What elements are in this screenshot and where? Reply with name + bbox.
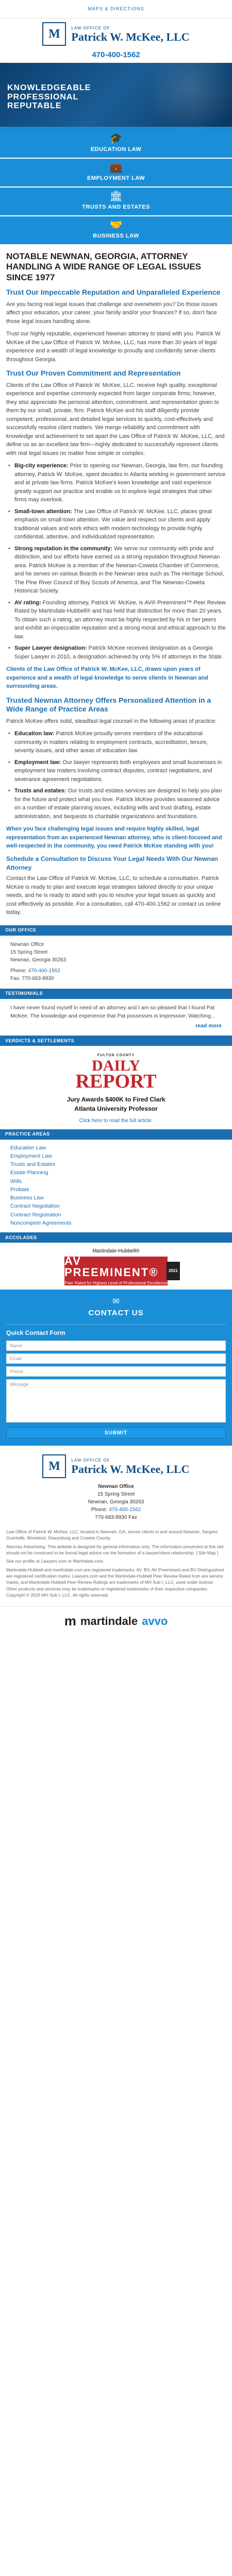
list-item-text: We serve our community with pride and distinction, and our efforts have earned us a strong reputation throughout Newnan area. Patrick McKee is a member of the Newnan-Coweta Chamber of Commerce, and he serves on various Boards in the Newnan area such as The Heritage School, The Pine River Council of Boy Scouts of America, and The Newnan-Coweta Historical Society. — [14, 545, 224, 595]
practice-link[interactable]: Employment Law — [10, 1153, 52, 1159]
office-name: Newnan Office — [10, 941, 44, 947]
office-band: OUR OFFICE — [0, 925, 232, 936]
contact-header — [6, 1290, 226, 1325]
highlight-paragraph: Clients of the Law Office of Patrick W. McKee, LLC, draws upon years of experience and a wealth of legal knowledge to serve clients in Newnan and surrounding areas. — [6, 666, 208, 690]
logo-seal: M — [42, 22, 66, 46]
badge-subtitle: Peer Rated for Highest Level of Professional Excellence — [64, 1280, 168, 1285]
practice-list — [6, 730, 226, 821]
martindale-accolade[interactable] — [0, 1243, 232, 1290]
graduation-cap-icon: 🎓 — [109, 133, 123, 145]
paragraph: Patrick McKee offers solid, steadfast legal counsel in the following areas of practice: — [6, 718, 217, 724]
footer-street: 15 Spring Street — [97, 1492, 135, 1498]
martindale-title: Martindale-Hubbell® — [92, 1248, 140, 1255]
footer-office-name: Newnan Office — [98, 1484, 134, 1490]
practice-link[interactable]: Trusts and Estates — [10, 1161, 56, 1168]
daily-report-headline: Atlanta University Professor — [74, 1105, 158, 1112]
practice-tile-trusts[interactable] — [0, 188, 232, 216]
footer-phone-row — [0, 1506, 232, 1514]
submit-button[interactable]: SUBMIT — [6, 1427, 226, 1438]
email-field[interactable]: Email — [6, 1353, 226, 1364]
footer-logo-text — [71, 1458, 189, 1476]
section-heading: Trust Our Impeccable Reputation and Unparalleled Experience — [6, 288, 221, 297]
logo-text — [71, 25, 189, 43]
logo-firm-name: Patrick W. McKee, LLC — [71, 30, 190, 44]
av-preeminent-badge — [64, 1254, 178, 1285]
practice-areas-band: PRACTICE AREAS — [0, 1129, 232, 1140]
footer-address — [0, 1483, 232, 1529]
paragraph: Trust our highly reputable, experienced Newnan attorney to stand with you. Patrick W. McKee of the Law Office of Patrick W. McKee, LLC, has more than 30 years of legal experience and a wealth of legal knowledge to proudly and confidently serve clients throughout Georgia. — [6, 331, 222, 363]
disclaimer-text: See our profile at Lawyers.com or Martindale.com. — [6, 1558, 104, 1564]
top-bar — [0, 0, 232, 19]
practice-link[interactable]: Contract Negotiation — [10, 1203, 60, 1210]
daily-report-headline: Jury Awards $400K to Fired Clark — [67, 1096, 165, 1104]
footer-fax: 770-683-8930 Fax — [95, 1515, 137, 1521]
footer-city: Newnan, Georgia 30263 — [88, 1499, 144, 1505]
full-article-link[interactable]: Click here to read the full article. — [79, 1118, 153, 1124]
list-item-text: Patrick McKee proudly serves members of the educational community in matters relating to employment contracts, accreditation, tenure, severity issues, and other areas of education law. — [14, 731, 208, 754]
maps-directions-link[interactable]: MAPS & DIRECTIONS — [88, 6, 144, 11]
envelope-icon: ✉ — [112, 1297, 120, 1306]
office-city: Newnan, Georgia 30263 — [10, 957, 67, 963]
list-item-bold: Strong reputation in the community: — [14, 545, 113, 552]
list-item-bold: Small-town attention: — [14, 508, 72, 515]
footer-logo-small: LAW OFFICE OF — [71, 1458, 110, 1463]
paragraph: Are you facing real legal issues that challenge and overwhelm you? Do those issues affect your education, your career, your family and/or your finances? If so, don't face those legal issues handling alone. — [6, 301, 218, 325]
office-street: 15 Spring Street — [10, 949, 48, 955]
phone-field[interactable]: Phone — [6, 1366, 226, 1377]
hero-stripe — [0, 127, 232, 130]
list-item-text: Prior to opening our Newnan, Georgia, law firm, our founding attorney, Patrick W. McKee, spent decades in Atlanta working in government service and at private law firms. Patrick McKee's keen knowledge and vast experience greatly support our practice and enable us to explore legal strategies that other firms may overlook. — [14, 463, 226, 503]
list-item-text: Our trusts and estates services are designed to help you plan for the future and protect what you love. Patrick McKee provides seasoned advice on a number of estate planning issues, including wills and trust drafting, estate administration, and bequests to charitable organizations and foundations. — [14, 788, 222, 820]
message-field[interactable]: Message — [6, 1379, 226, 1422]
practice-link[interactable]: Contract Registration — [10, 1211, 61, 1218]
tile-label: TRUSTS AND ESTATES — [82, 204, 150, 211]
list-item-bold: Education law: — [14, 731, 55, 737]
briefcase-icon: 💼 — [109, 162, 123, 174]
list-item-bold: Trusts and estates: — [14, 788, 67, 794]
tile-label: EDUCATION LAW — [90, 146, 142, 153]
contact-title: CONTACT US — [88, 1308, 144, 1317]
practice-areas-list — [0, 1140, 232, 1233]
list-item-text: Our lawyer represents both employees and small businesses in employment law matters involving contract disputes, contract negotiations, and severance agreement negotiations. — [14, 759, 222, 783]
highlight-paragraph: When you face challenging legal issues and require highly skilled, legal representation from an experienced Newnan attorney, who is client-focused and well-respected in the community, you need Patrick McKee standing with you! — [6, 826, 222, 850]
office-info — [0, 936, 232, 989]
practice-tile-employment[interactable] — [0, 159, 232, 188]
list-item-text: Patrick McKee received designation as a Georgia Super Lawyer in 2010, a designation achieved by only 5% of attorneys in the State. — [14, 645, 223, 660]
martindale-name: martindale — [80, 1614, 138, 1628]
practice-tile-business[interactable] — [0, 216, 232, 245]
testimonial-quote: I have never found myself in need of an attorney and I am so pleased that I found Pat McKee. The knowledge and experience that Pat possesses is impressive. Watching... — [10, 1004, 216, 1019]
badge-year: 2021 — [167, 1262, 180, 1280]
daily-report-report: REPORT — [75, 1071, 157, 1093]
badge-title: AV PREEMINENT® — [64, 1254, 159, 1279]
hero-title: KNOWLEDGEABLE PROFESSIONAL REPUTABLE — [7, 83, 91, 111]
list-item-bold: Big-city experience: — [14, 463, 69, 469]
testimonial — [0, 999, 232, 1036]
daily-report-logo[interactable] — [5, 1053, 227, 1091]
hero-banner — [0, 63, 232, 130]
logo-small-text: LAW OFFICE OF — [71, 25, 110, 30]
daily-report-county: FULTON COUNTY — [97, 1054, 135, 1058]
footer-phone-label: Phone: — [91, 1507, 108, 1513]
martindale-avvo-footer[interactable] — [0, 1606, 232, 1635]
list-item-bold: Employment law: — [14, 759, 61, 766]
cta-heading: Schedule a Consultation to Discuss Your Legal Needs With Our Newnan Attorney — [6, 855, 218, 872]
list-item — [6, 644, 226, 661]
practice-tile-education[interactable] — [0, 130, 232, 159]
avvo-name: avvo — [142, 1614, 168, 1628]
office-phone-label: Phone: — [10, 968, 27, 974]
list-item — [6, 730, 226, 755]
footer-logo-seal: M — [42, 1454, 66, 1478]
daily-report-daily: DAILY — [92, 1057, 140, 1075]
footer-phone-link[interactable]: 470-400-1562 — [109, 1507, 141, 1513]
list-item-text: Founding attorney, Patrick W. McKee, is AV® Preeminent™ Peer Review Rated by Martindale-Hubbell® and has held that distinction for more than 20 years. To obtain such a rating, an attorney must be highly respected by his or her peers and exhibit an impeccable reputation and a strong moral and ethical approach to the law. — [14, 599, 226, 640]
practice-link[interactable]: Education Law — [10, 1144, 46, 1151]
accolades-band: ACCOLADES — [0, 1232, 232, 1243]
list-item-bold: AV rating: — [14, 599, 41, 606]
tile-label: BUSINESS LAW — [93, 233, 139, 240]
logo[interactable] — [0, 19, 232, 49]
practice-link[interactable]: Noncompete Agreements — [10, 1220, 72, 1227]
office-phone-row — [10, 967, 222, 975]
disclaimer-text: Martindale-Hubbell and martindale.com are registered trademarks; AV, BV, AV Preeminent and BV Distinguished are registered certification marks; Lawyers.com and the Martindale-Hubbell Peer Review Rated Icon are service marks; and Martindale-Hubbell Peer Review Ratings are trademarks of MH Sub I, LLC, used under license. Other products and services may be trademarks or registered trademarks of their respective companies. Copyright © 2023 MH Sub I, LLC. All rights reserved. — [6, 1567, 224, 1598]
list-item — [6, 787, 226, 821]
read-more-link[interactable]: read more — [195, 1023, 222, 1029]
page-title: NOTABLE NEWNAN, GEORGIA, ATTORNEY HANDLING A WIDE RANGE OF LEGAL ISSUES SINCE 1977 — [6, 251, 202, 282]
paragraph: Contact the Law Office of Patrick W. McKee, LLC, to schedule a consultation. Patrick McKee is ready to plan and execute legal strategies tailored directly to your unique needs, and he is ready to stand with you to resolve your legal issues as quickly and cost effectively as possible. For a consultation, call 470-400-1562 or contact us online today. — [6, 875, 221, 916]
list-item — [6, 758, 226, 784]
list-item-text: The Law Office of Patrick W. McKee, LLC, places great emphasis on small-town attention. We value and respect our clients and apply traditional values and work ethics with modern technology to provide highly confidential, attentive, and individualized representation. — [14, 508, 212, 540]
building-columns-icon: 🏛 — [109, 191, 123, 202]
practice-link[interactable]: Wills — [10, 1178, 22, 1184]
footer-logo[interactable] — [0, 1450, 232, 1483]
tile-label: EMPLOYMENT LAW — [87, 175, 145, 182]
list-item-bold: Super Lawyer designation: — [14, 645, 87, 652]
main-content — [0, 245, 232, 925]
disclaimer-text: Law Office of Patrick W. McKee, LLC, located in Newnan, GA, serves clients in and around Newnan, Sargent, Grantville, Moreland, Sharpsburg and Coweta County. — [6, 1529, 219, 1541]
feature-list — [6, 462, 226, 661]
contact-section — [0, 1290, 232, 1446]
verdicts-band: VERDICTS & SETTLEMENTS — [0, 1036, 232, 1046]
daily-report-block — [0, 1046, 232, 1129]
testimonials-band: TESTIMONIALS — [0, 989, 232, 999]
office-fax: Fax: 770-683-8930 — [10, 975, 54, 981]
phone-link[interactable]: 470-400-1562 — [92, 50, 140, 59]
section-heading: Trust Our Proven Commitment and Representation — [6, 369, 181, 378]
list-item — [6, 599, 226, 641]
list-item — [6, 462, 226, 504]
disclaimer-text: Attorney Advertising. This website is designed for general information only. The information presented at this site should not be construed to be formal legal advice nor the formation of a lawyer/client relationship. [ Site Map ] — [6, 1544, 224, 1556]
list-item — [6, 507, 226, 541]
form-title: Quick Contact Form — [6, 1329, 65, 1336]
practice-link[interactable]: Business Law — [10, 1195, 44, 1201]
martindale-logo-icon: m — [64, 1613, 76, 1629]
handshake-icon: 🤝 — [109, 219, 123, 231]
footer-logo-name: Patrick W. McKee, LLC — [71, 1463, 190, 1476]
practice-link[interactable]: Estate Planning — [10, 1170, 48, 1176]
disclaimer — [0, 1529, 232, 1603]
list-item — [6, 545, 226, 596]
section-heading: Trusted Newnan Attorney Offers Personalized Attention in a Wide Range of Practice Areas — [6, 696, 211, 714]
practice-link[interactable]: Probate — [10, 1186, 29, 1193]
name-field[interactable]: Name — [6, 1341, 226, 1351]
paragraph: Clients of the Law Office of Patrick W. McKee, LLC, receive high quality, exceptional experience and expertise commonly expected from larger corporate firms; however, they also appreciate the personal attention, commitment, and representation given to them by our small, private, firm. Patrick McKee and his staff diligently provide competent, professional, and detailed legal services to quickly, cost-effectively and successfully resolve client matters. We merge reliability and commitment with knowledge and achievement to set apart the Law Office of Patrick W. McKee, LLC, and define us as an excellent law firm—highly dedicated to successfully represent clients with real legal issues no matter how simple or complex. — [6, 382, 225, 456]
office-phone-link[interactable]: 470-400-1562 — [28, 968, 60, 974]
phone-row — [0, 49, 232, 63]
